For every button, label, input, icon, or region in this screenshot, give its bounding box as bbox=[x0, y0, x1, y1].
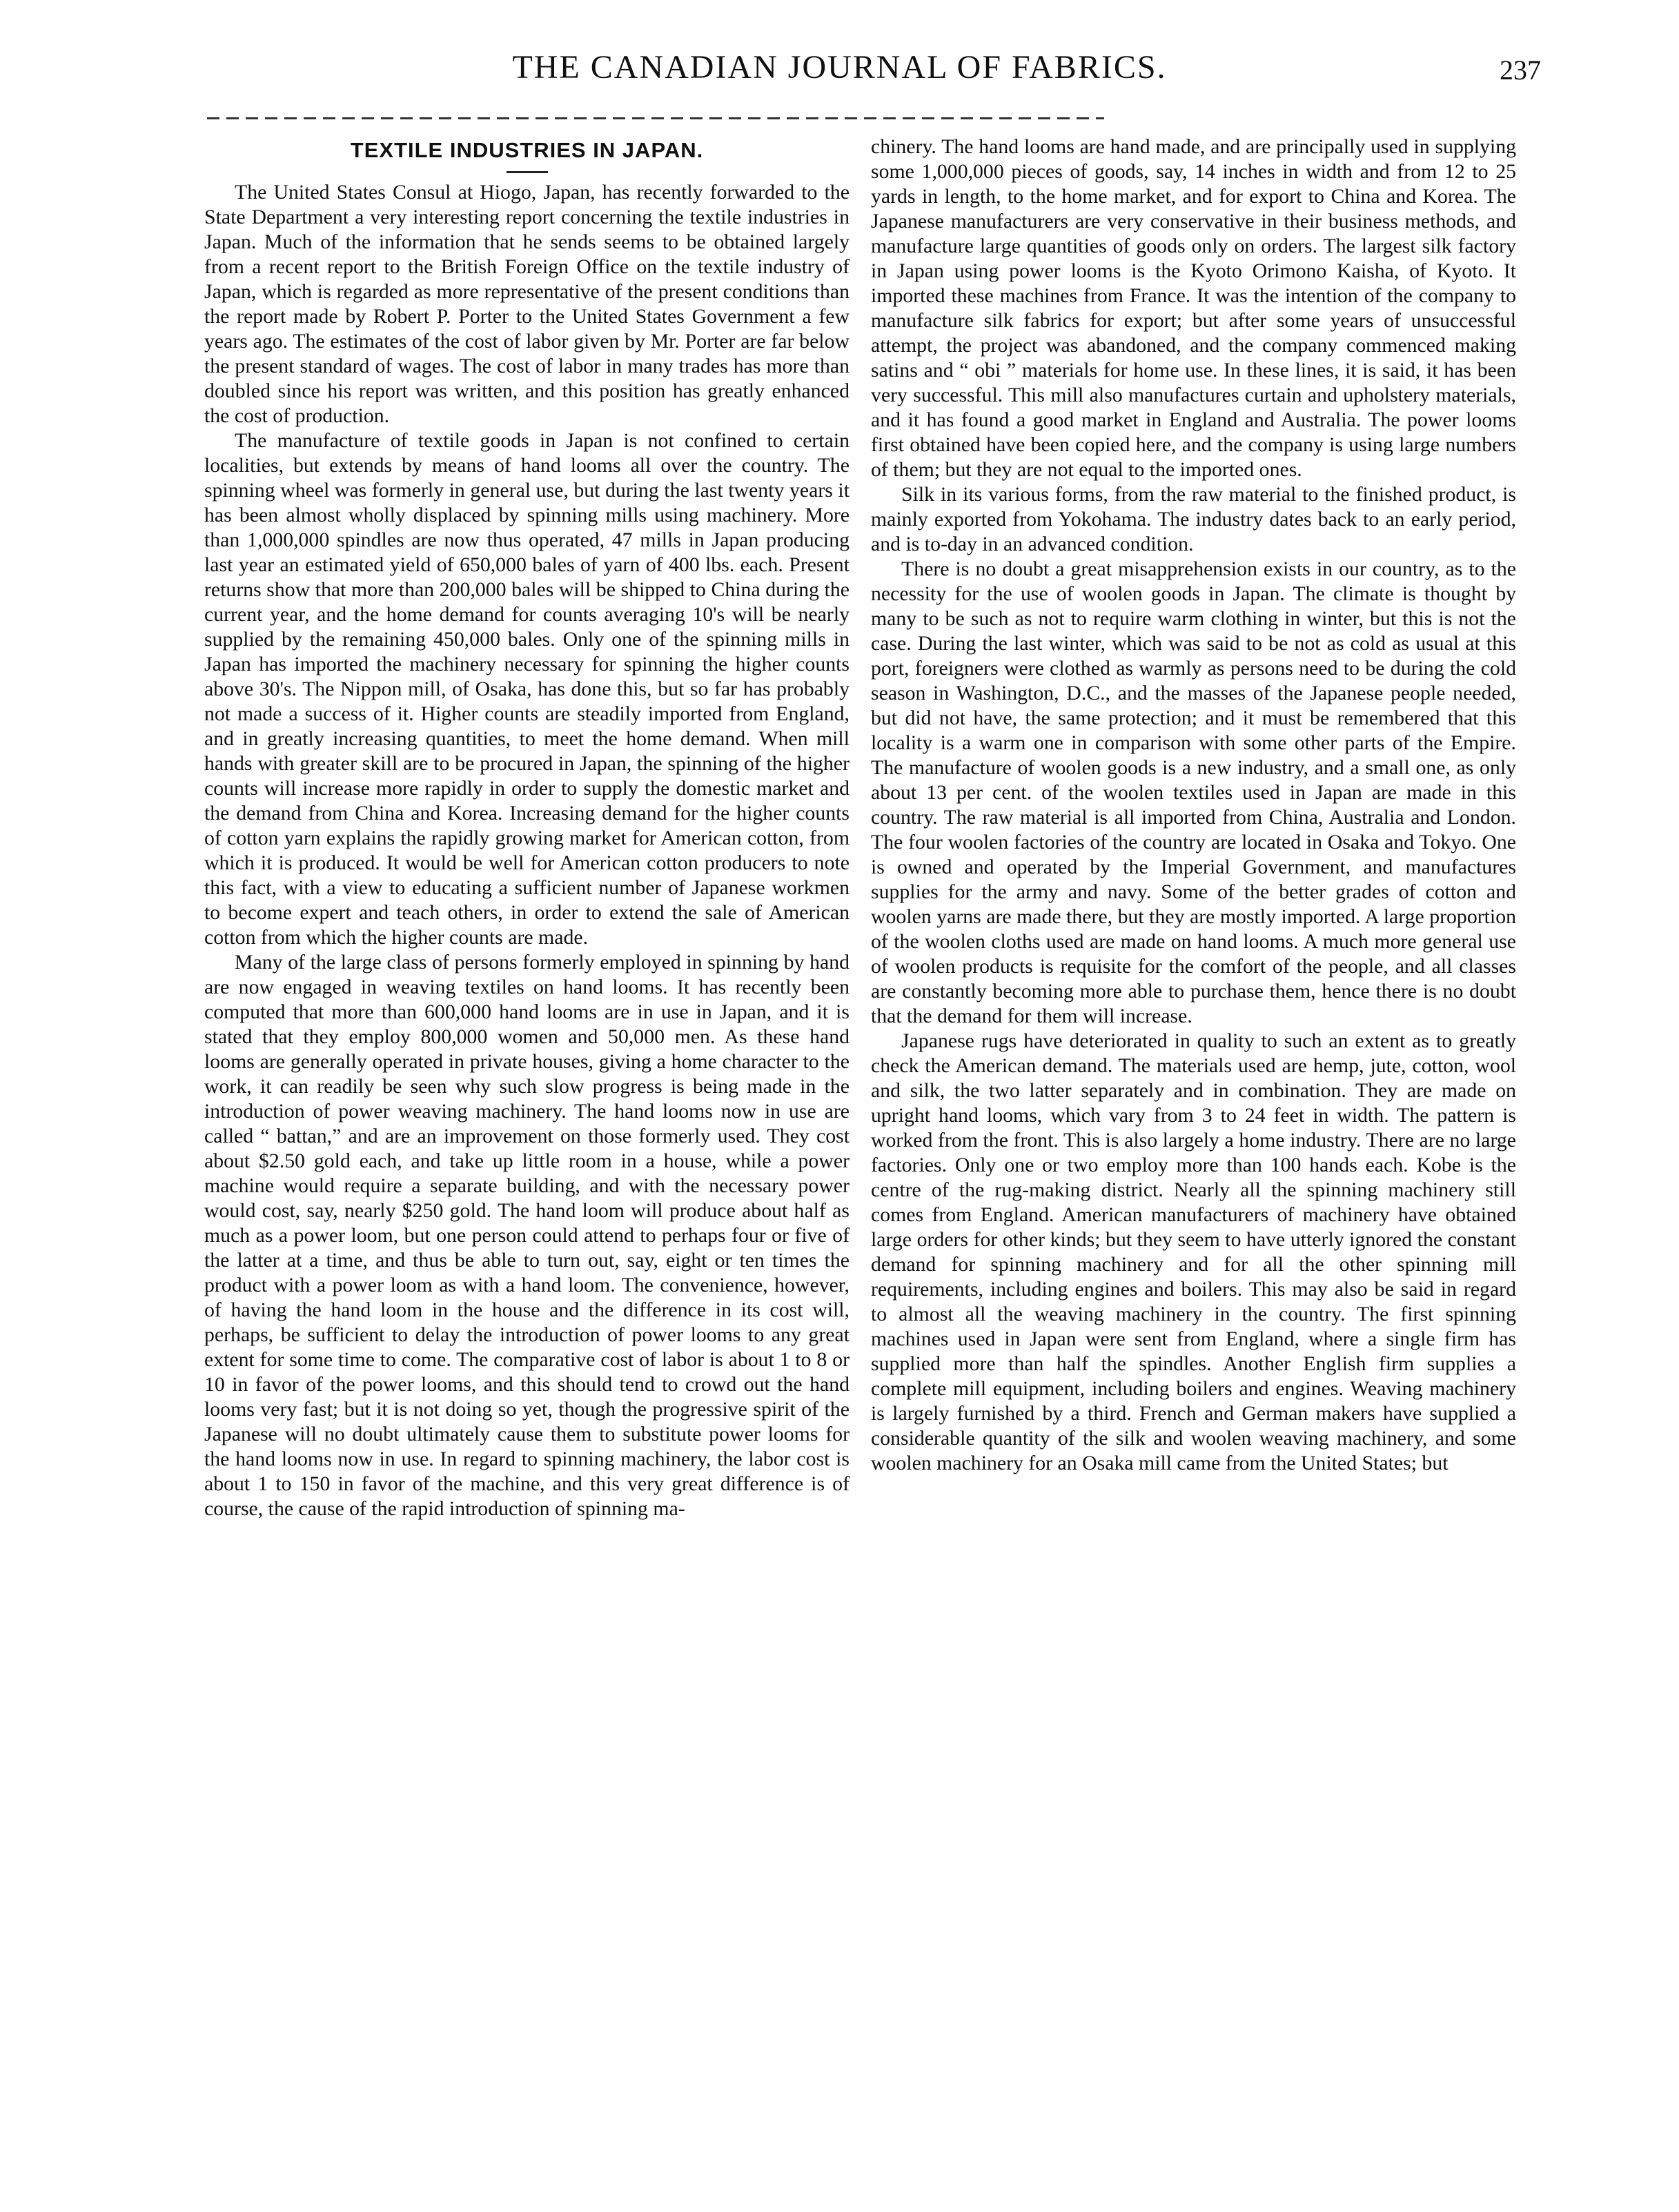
paragraph: Many of the large class of persons formerly employed in spinning by hand are now engaged in weaving textiles on hand looms. It has recently been computed that more than 600,000 hand looms are in use in Japan, and it is stated that they employ 800,000 women and 50,000 men. As these hand looms are generally operated in private houses, giving a home character to the work, it can readily be seen why such slow progress is being made in the introduction of power weaving machinery. The hand looms now in use are called “ battan,” and are an improvement on those formerly used. They cost about $2.50 gold each, and take up little room in a house, while a power machine would require a separate building, and with the necessary power would cost, say, nearly $250 gold. The hand loom will produce about half as much as a power loom, but one person could attend to perhaps four or five of the latter at a time, and thus be able to turn out, say, eight or ten times the product with a power loom as with a hand loom. The convenience, however, of having the hand loom in the house and the difference in its cost will, perhaps, be sufficient to delay the introduction of power looms to any great extent for some time to come. The comparative cost of labor is about 1 to 8 or 10 in favor of the power looms, and this should tend to crowd out the hand looms very fast; but it is not doing so yet, though the progressive spirit of the Japanese will no doubt ultimately cause them to substitute power looms for the hand looms now in use. In regard to spinning machinery, the labor cost is about 1 to 150 in favor of the machine, and this very great difference is of course, the cause of the rapid introduction of spinning ma- bbox=[204, 951, 850, 1520]
title-rule bbox=[507, 171, 548, 173]
header-rule bbox=[207, 117, 1104, 119]
paragraph: chinery. The hand looms are hand made, and are principally used in supplying some 1,000,000 pieces of goods, say, 14 inches in width and from 12 to 25 yards in length, to the home market, and for export to China and Korea. The Japanese manufacturers are very conservative in their business methods, and manufacture large quantities of goods only on orders. The largest silk factory in Japan using power looms is the Kyoto Orimono Kaisha, of Kyoto. It imported these machines from France. It was the intention of the company to manufacture silk fabrics for export; but after some years of unsuccessful attempt, the project was abandoned, and the company commenced making satins and “ obi ” materials for home use. In these lines, it is said, it has been very successful. This mill also manufactures curtain and upholstery materials, and it has found a good market in England and Australia. The power looms first obtained have been copied here, and the company is using large numbers of them; but they are not equal to the imported ones. bbox=[871, 135, 1516, 481]
paragraph: The manufacture of textile goods in Japan is not confined to certain localities, but extends by means of hand looms all over the country. The spinning wheel was formerly in general use, but during the last twenty years it has been almost wholly displaced by spinning mills using machinery. More than 1,000,000 spindles are now thus operated, 47 mills in Japan producing last year an estimated yield of 650,000 bales of yarn of 400 lbs. each. Present returns show that more than 200,000 bales will be shipped to China during the current year, and the home demand for counts averaging 10's will be nearly supplied by the remaining 450,000 bales. Only one of the spinning mills in Japan has imported the machinery necessary for spinning the higher counts above 30's. The Nippon mill, of Osaka, has done this, but so far has probably not made a success of it. Higher counts are steadily imported from England, and in greatly increasing quantities, to meet the home demand. When mill hands with greater skill are to be procured in Japan, the spinning of the higher counts will increase more rapidly in order to supply the domestic market and the demand from China and Korea. Increasing demand for the higher counts of cotton yarn explains the rapidly growing market for American cotton, from which it is produced. It would be well for American cotton producers to note this fact, with a view to educating a sufficient number of Japanese workmen to become expert and teach others, in order to extend the sale of American cotton from which the higher counts are made. bbox=[204, 429, 850, 949]
left-column bbox=[204, 138, 850, 1521]
journal-title: THE CANADIAN JOURNAL OF FABRICS. bbox=[512, 49, 1167, 86]
article-title: TEXTILE INDUSTRIES IN JAPAN. bbox=[350, 138, 704, 162]
paragraph: The United States Consul at Hiogo, Japan, has recently forwarded to the State Department a very interesting report concerning the textile industries in Japan. Much of the information that he sends seems to be obtained largely from a recent report to the British Foreign Office on the textile industry of Japan, which is regarded as more representative of the present conditions than the report made by Robert P. Porter to the United States Government a few years ago. The estimates of the cost of labor given by Mr. Porter are far below the present standard of wages. The cost of labor in many trades has more than doubled since his report was written, and this position has greatly enhanced the cost of production. bbox=[204, 181, 850, 427]
paragraph: Japanese rugs have deteriorated in quality to such an extent as to greatly check the American demand. The materials used are hemp, jute, cotton, wool and silk, the two latter separately and in combination. They are made on upright hand looms, which vary from 3 to 24 feet in width. The pattern is worked from the front. This is also largely a home industry. There are no large factories. Only one or two employ more than 100 hands each. Kobe is the centre of the rug-making district. Nearly all the spinning machinery still comes from England. American manufacturers of machinery have obtained large orders for other kinds; but they seem to have utterly ignored the constant demand for spinning machinery and for all the other spinning mill requirements, including engines and boilers. This may also be said in regard to almost all the weaving machinery in the country. The first spinning machines used in Japan were sent from England, where a single firm has supplied more than half the spindles. Another English firm supplies a complete mill equipment, including boilers and engines. Weaving machinery is largely furnished by a third. French and German makers have supplied a considerable quantity of the silk and woolen weaving machinery, and some woolen machinery for an Osaka mill came from the United States; but bbox=[871, 1029, 1516, 1474]
page-number: 237 bbox=[1500, 55, 1541, 86]
page-header bbox=[0, 21, 1679, 97]
right-column bbox=[871, 135, 1516, 1476]
paragraph: There is no doubt a great misapprehension exists in our country, as to the necessity for the use of woolen goods in Japan. The climate is thought by many to be such as not to require warm clothing in winter, but this is not the case. During the last winter, which was said to be not as cold as usual at this port, foreigners were clothed as warmly as persons need to be during the cold season in Washington, D.C., and the masses of the Japanese people needed, but did not have, the same protection; and it must be remembered that this locality is a warm one in comparison with some other parts of the Empire. The manufacture of woolen goods is a new industry, and a small one, as only about 13 per cent. of the woolen textiles used in Japan are made in this country. The raw material is all imported from China, Australia and London. The four woolen factories of the country are located in Osaka and Tokyo. One is owned and operated by the Imperial Government, and manufactures supplies for the army and navy. Some of the better grades of cotton and woolen yarns are made there, but they are mostly imported. A large proportion of the woolen cloths used are made on hand looms. A much more general use of woolen products is requisite for the comfort of the people, and all classes are constantly becoming more able to purchase them, hence there is no doubt that the demand for them will increase. bbox=[871, 557, 1516, 1027]
paragraph: Silk in its various forms, from the raw material to the finished product, is mainly exported from Yokohama. The industry dates back to an early period, and is to-day in an advanced condition. bbox=[871, 483, 1516, 555]
